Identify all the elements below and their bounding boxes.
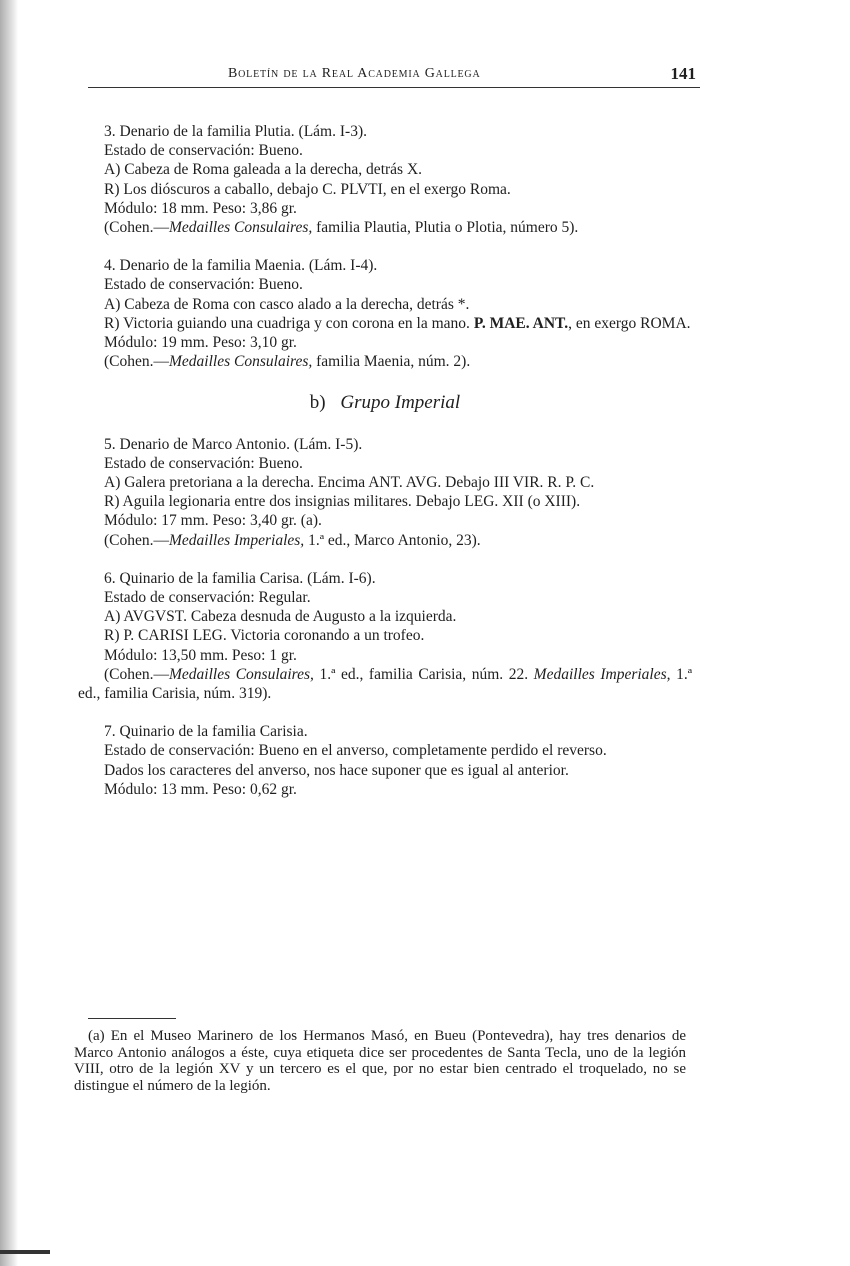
entry-estado: Estado de conservación: Bueno. bbox=[104, 142, 303, 160]
entry-title: 3. Denario de la familia Plutia. (Lám. I-3). bbox=[104, 123, 367, 140]
cohen-rest: 1.ª ed., familia Carisia, núm. 319). bbox=[78, 665, 692, 703]
entry-reverso: R) Los dióscuros a caballo, debajo C. PLVTI, en el exergo Roma. bbox=[104, 180, 511, 198]
footnote-rule bbox=[88, 1018, 176, 1019]
spacer bbox=[78, 237, 692, 256]
coin-entry-4 bbox=[78, 256, 692, 371]
cohen-work: Medailles Imperiales, bbox=[169, 531, 305, 549]
spacer bbox=[78, 703, 692, 722]
cohen-rest: familia Plautia, Plutia o Plotia, número 5). bbox=[312, 219, 579, 237]
cohen-prefix: (Cohen.— bbox=[104, 219, 170, 237]
coin-entry-7 bbox=[78, 722, 692, 799]
entry-reverso: R) P. CARISI LEG. Victoria coronando a un trofeo. bbox=[104, 627, 425, 645]
entry-title: 6. Quinario de la familia Carisa. (Lám. I-6). bbox=[104, 569, 376, 587]
entry-cohen bbox=[78, 218, 692, 237]
page-body bbox=[78, 122, 692, 799]
cohen-work-2: Medailles Imperiales, bbox=[533, 665, 671, 683]
entry-cohen bbox=[78, 665, 692, 703]
cohen-work: Medailles Consulaires, bbox=[169, 665, 314, 683]
entry-modulo: Módulo: 19 mm. Peso: 3,10 gr. bbox=[104, 334, 297, 352]
section-heading bbox=[78, 393, 692, 412]
page-number: 141 bbox=[670, 64, 696, 83]
entry-nota: Dados los caracteres del anverso, nos hace suponer que es igual al anterior. bbox=[104, 761, 569, 779]
entry-estado: Estado de conservación: Bueno. bbox=[104, 454, 303, 472]
coin-entry-3 bbox=[78, 122, 692, 237]
entry-title: 5. Denario de Marco Antonio. (Lám. I-5). bbox=[104, 435, 363, 453]
entry-anverso: A) Cabeza de Roma con casco alado a la derecha, detrás *. bbox=[104, 295, 470, 313]
entry-anverso: A) AVGVST. Cabeza desnuda de Augusto a la izquierda. bbox=[104, 608, 457, 626]
entry-estado: Estado de conservación: Bueno. bbox=[104, 276, 303, 294]
entry-estado: Estado de conservación: Bueno en el anverso, completamente perdido el reverso. bbox=[104, 742, 607, 760]
cohen-rest: familia Maenia, núm. 2). bbox=[312, 353, 471, 371]
entry-title: 4. Denario de la familia Maenia. (Lám. I-4). bbox=[104, 257, 378, 275]
footnote-text: (a) En el Museo Marinero de los Hermanos Masó, en Bueu (Pontevedra), hay tres denarios de Marco Antonio análogos a éste, cuya etiqueta dice ser procedentes de Santa Tecla, uno de la legión VIII, otro de la legión XV y un tercero es el que, por no estar bien centrado el troquelado, no se distingue el número de la legión. bbox=[74, 1028, 686, 1094]
entry-reverso: R) Aguila legionaria entre dos insignias militares. Debajo LEG. XII (o XIII). bbox=[104, 493, 581, 511]
cohen-mid: 1.ª ed., familia Carisia, núm. 22. bbox=[313, 665, 534, 683]
cohen-work: Medailles Consulaires, bbox=[169, 219, 313, 237]
section-title: Grupo Imperial bbox=[340, 392, 461, 414]
entry-reverso bbox=[78, 314, 692, 333]
spacer bbox=[78, 550, 692, 569]
scan-mark bbox=[0, 1250, 50, 1254]
entry-anverso: A) Galera pretoriana a la derecha. Encima ANT. AVG. Debajo III VIR. R. P. C. bbox=[104, 474, 595, 492]
running-title: Boletín de la Real Academia Gallega bbox=[228, 66, 481, 81]
section-label: b) bbox=[309, 392, 326, 414]
entry-cohen bbox=[78, 531, 692, 550]
reverso-end: , en exergo ROMA. bbox=[568, 314, 691, 332]
cohen-rest: 1.ª ed., Marco Antonio, 23). bbox=[304, 531, 481, 549]
cohen-prefix: (Cohen.— bbox=[104, 665, 170, 683]
coin-entry-6 bbox=[78, 569, 692, 703]
entry-estado: Estado de conservación: Regular. bbox=[104, 589, 311, 607]
entry-anverso: A) Cabeza de Roma galeada a la derecha, detrás X. bbox=[104, 161, 423, 179]
page-scan-edge bbox=[0, 0, 18, 1266]
footnote bbox=[74, 1028, 686, 1094]
reverso-legend: P. MAE. ANT. bbox=[473, 314, 569, 332]
reverso-text: R) Victoria guiando una cuadriga y con corona en la mano. bbox=[104, 314, 474, 332]
entry-title: 7. Quinario de la familia Carisia. bbox=[104, 723, 308, 741]
entry-modulo: Módulo: 17 mm. Peso: 3,40 gr. (a). bbox=[104, 512, 322, 530]
entry-modulo: Módulo: 13,50 mm. Peso: 1 gr. bbox=[104, 646, 297, 664]
cohen-prefix: (Cohen.— bbox=[104, 353, 170, 371]
entry-modulo: Módulo: 13 mm. Peso: 0,62 gr. bbox=[104, 780, 297, 798]
entry-modulo: Módulo: 18 mm. Peso: 3,86 gr. bbox=[104, 199, 297, 217]
page-header bbox=[88, 62, 700, 88]
cohen-prefix: (Cohen.— bbox=[104, 531, 170, 549]
coin-entry-5 bbox=[78, 435, 692, 550]
entry-cohen bbox=[78, 352, 692, 371]
header-rule bbox=[88, 87, 700, 88]
cohen-work: Medailles Consulaires, bbox=[169, 353, 313, 371]
